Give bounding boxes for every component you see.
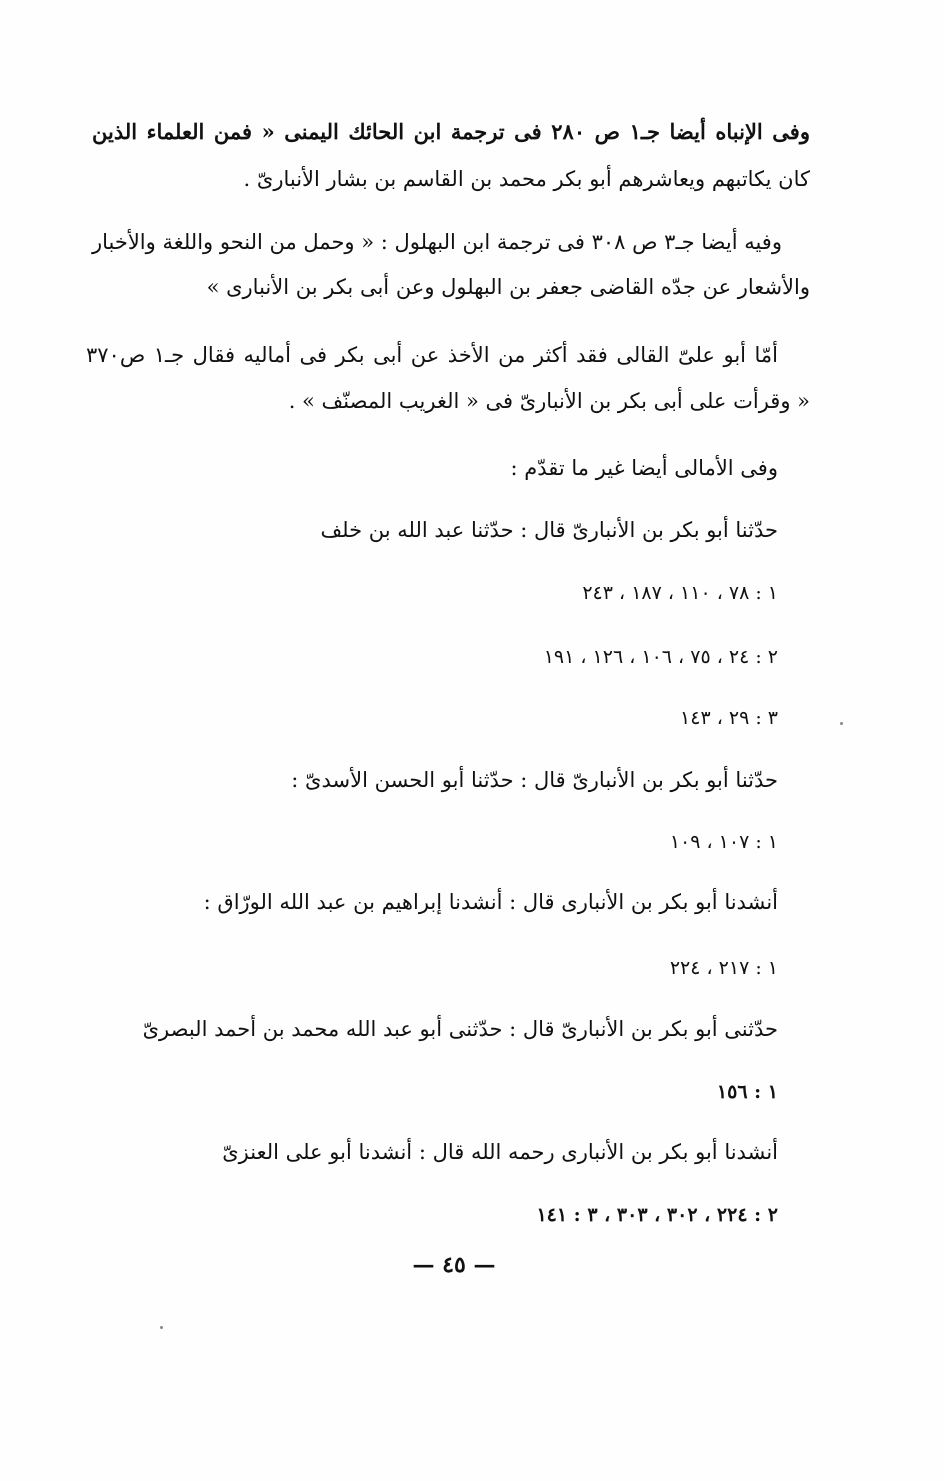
amali-intro: وفى الأمالى أيضا غير ما تقدّم :	[510, 456, 778, 480]
section-1-ref-2: ٢ : ٢٤ ، ٧٥ ، ١٠٦ ، ١٢٦ ، ١٩١	[543, 646, 778, 668]
section-3-ref-1: ١ : ٢١٧ ، ٢٢٤	[669, 957, 778, 979]
section-2-heading: حدّثنا أبو بكر بن الأنبارىّ قال : حدّثنا أبو الحسن الأسدىّ :	[291, 768, 778, 792]
section-5-heading: أنشدنا أبو بكر بن الأنبارى رحمه الله قال : أنشدنا أبو على العنزىّ	[222, 1140, 778, 1164]
scan-speck	[840, 722, 843, 725]
section-4-ref-1: ١ : ١٥٦	[716, 1081, 778, 1103]
paragraph-1-line-1: وفى الإنباه أيضا جـ١ ص ٢٨٠ فى ترجمة ابن الحائك اليمنى « فمن العلماء الذين	[92, 119, 810, 144]
paragraph-2-line-1: وفيه أيضا جـ٣ ص ٣٠٨ فى ترجمة ابن البهلول : « وحمل من النحو واللغة والأخبار	[91, 230, 782, 254]
section-5-ref-1: ٢ : ٢٢٤ ، ٣٠٢ ، ٣٠٣ ، ٣ : ١٤١	[536, 1204, 778, 1226]
section-4-heading: حدّثنى أبو بكر بن الأنبارىّ قال : حدّثنى أبو عبد الله محمد بن أحمد البصرىّ	[142, 1017, 778, 1041]
section-3-heading: أنشدنا أبو بكر بن الأنبارى قال : أنشدنا إبراهيم بن عبد الله الورّاق :	[203, 890, 778, 914]
page-number: — ٤٥ —	[412, 1252, 496, 1278]
paragraph-3-line-2: « وقرأت على أبى بكر بن الأنبارىّ فى « الغريب المصنّف » .	[288, 389, 810, 413]
section-1-heading: حدّثنا أبو بكر بن الأنبارىّ قال : حدّثنا عبد الله بن خلف	[320, 518, 778, 542]
section-1-ref-1: ١ : ٧٨ ، ١١٠ ، ١٨٧ ، ٢٤٣	[582, 582, 778, 604]
paragraph-1-line-2: كان يكاتبهم ويعاشرهم أبو بكر محمد بن القاسم بن بشار الأنبارىّ .	[243, 167, 810, 191]
scan-speck	[160, 1326, 163, 1329]
section-2-ref-1: ١ : ١٠٧ ، ١٠٩	[669, 831, 778, 853]
paragraph-2-line-2: والأشعار عن جدّه القاضى جعفر بن البهلول وعن أبى بكر بن الأنبارى »	[206, 275, 810, 299]
section-1-ref-3: ٣ : ٢٩ ، ١٤٣	[680, 707, 778, 729]
paragraph-3-line-1: أمّا أبو علىّ القالى فقد أكثر من الأخذ عن أبى بكر فى أماليه فقال جـ١ ص٣٧٠	[86, 343, 778, 367]
